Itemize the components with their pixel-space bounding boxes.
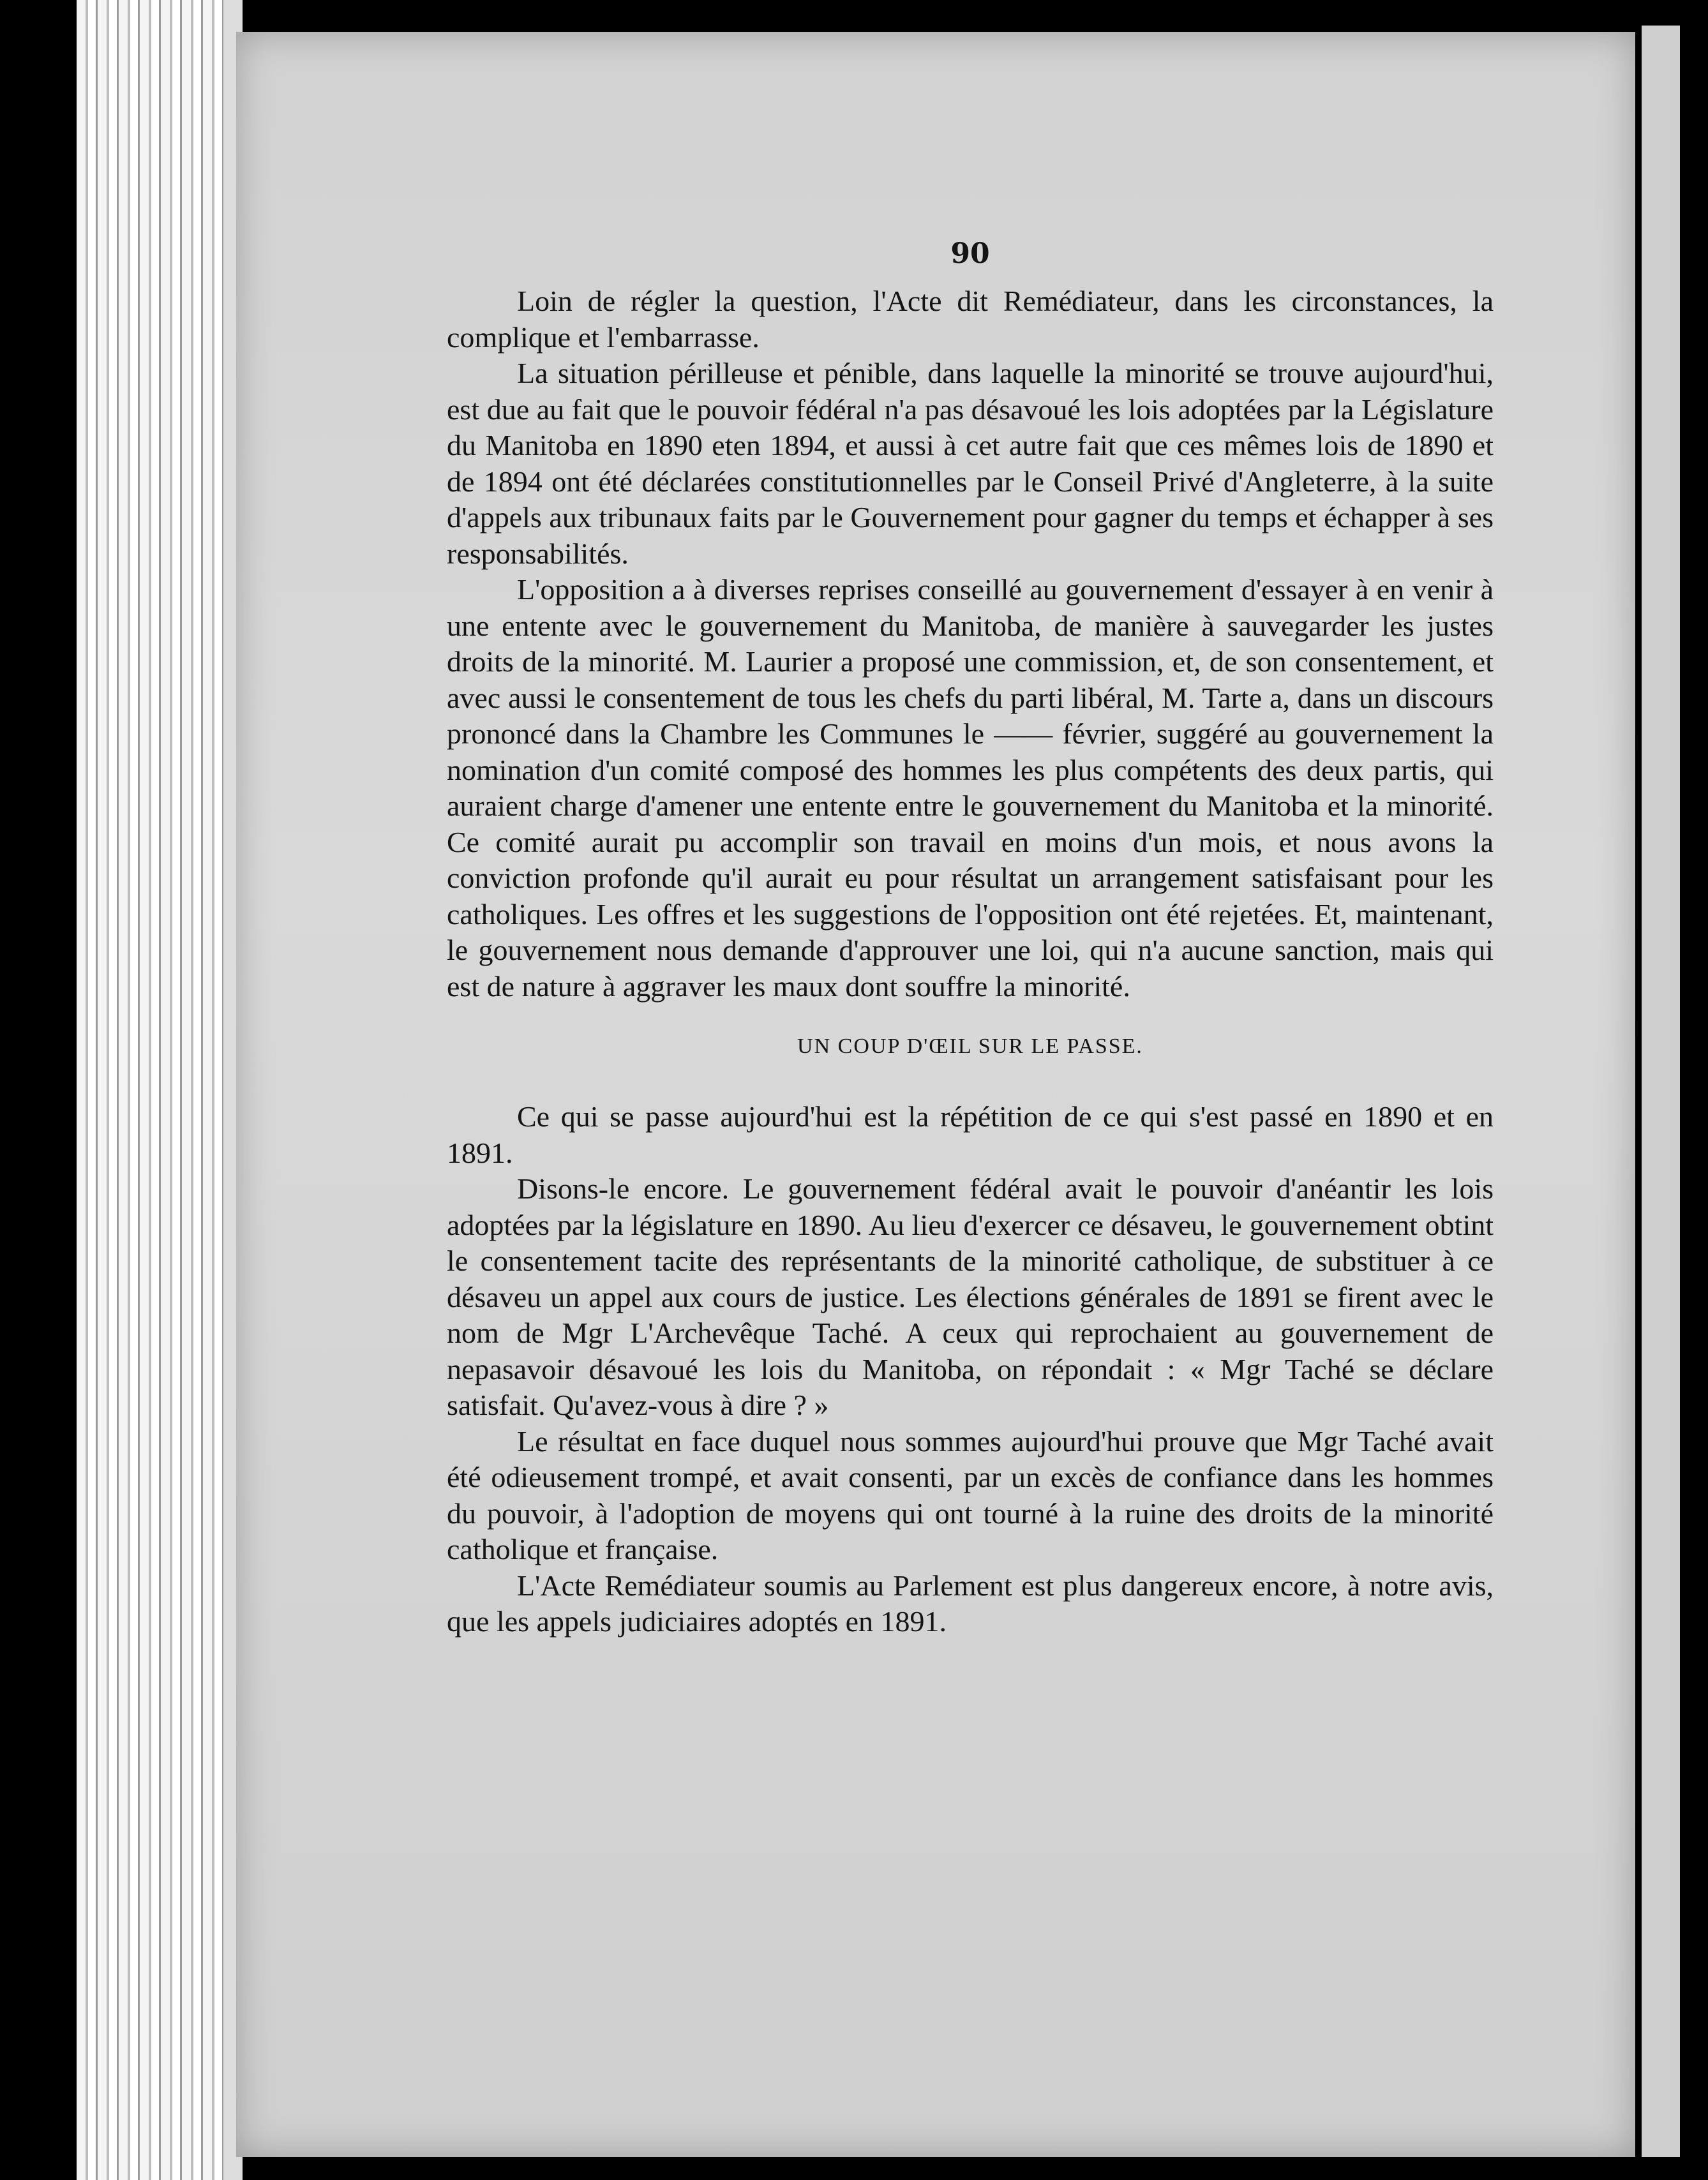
paragraph-6: Le résultat en face duquel nous sommes aujourd'hui prouve que Mgr Taché avait été odieusement trompé, et avait consenti, par un excès de confiance dans les hommes du pouvoir, à l'adoption de moyens qui ont tourné à la ruine des droits de la minorité catholique et française. bbox=[447, 1424, 1494, 1565]
paragraph-7: L'Acte Remédiateur soumis au Parlement est plus dangereux encore, à notre avis, que les appels judiciaires adoptés en 1891. bbox=[447, 1569, 1494, 1638]
paragraph-2: La situation périlleuse et pénible, dans laquelle la minorité se trouve aujourd'hui, est due au fait que le pouvoir fédéral n'a pas désavoué les lois adoptées par la Législature du Manitoba en 1890 eten 1894, et aussi à cet autre fait que ces mêmes lois de 1890 et de 1894 ont été déclarées constitutionnelles par le Conseil Privé d'Angleterre, à la suite d'appels aux tribunaux faits par le Gouvernement pour gagner du temps et échapper à ses responsabilités. bbox=[447, 357, 1494, 570]
paragraph-1: Loin de régler la question, l'Acte dit Remédiateur, dans les circonstances, la complique et l'embarrasse. bbox=[447, 285, 1494, 354]
facing-page-edge bbox=[1642, 26, 1680, 2157]
book-page-edges bbox=[77, 0, 243, 2180]
page-text-block bbox=[447, 236, 1494, 1640]
paragraph-4: Ce qui se passe aujourd'hui est la répétition de ce qui s'est passé en 1890 et en 1891. bbox=[447, 1100, 1494, 1169]
paragraph-3: L'opposition a à diverses reprises conseillé au gouvernement d'essayer à en venir à une entente avec le gouvernement du Manitoba, de manière à sauvegarder les justes droits de la minorité. M. Laurier a proposé une commission, et, de son consentement, et avec aussi le consentement de tous les chefs du parti libéral, M. Tarte a, dans un discours prononcé dans la Chambre les Communes le —— février, suggéré au gouvernement la nomination d'un comité composé des hommes les plus compétents des deux partis, qui auraient charge d'amener une entente entre le gouvernement du Manitoba et la minorité. Ce comité aurait pu accomplir son travail en moins d'un mois, et nous avons la conviction profonde qu'il aurait eu pour résultat un arrangement satisfaisant pour les catholiques. Les offres et les suggestions de l'opposition ont été rejetées. Et, maintenant, le gouvernement nous demande d'approuver une loi, qui n'a aucune sanction, mais qui est de nature à aggraver les maux dont souffre la minorité. bbox=[447, 573, 1494, 1003]
book-page bbox=[236, 32, 1635, 2157]
section-heading: UN COUP D'ŒIL SUR LE PASSE. bbox=[797, 1034, 1143, 1058]
page-number: 90 bbox=[950, 237, 990, 270]
paragraph-5: Disons-le encore. Le gouvernement fédéral avait le pouvoir d'anéantir les lois adoptées par la législature en 1890. Au lieu d'exercer ce désaveu, le gouvernement obtint le consentement tacite des représentants de la minorité catholique, de substituer à ce désaveu un appel aux cours de justice. Les élections générales de 1891 se firent avec le nom de Mgr L'Archevêque Taché. A ceux qui reprochaient au gouvernement de nepasavoir désavoué les lois du Manitoba, on répondait : « Mgr Taché se déclare satisfait. Qu'avez-vous à dire ? » bbox=[447, 1172, 1494, 1421]
